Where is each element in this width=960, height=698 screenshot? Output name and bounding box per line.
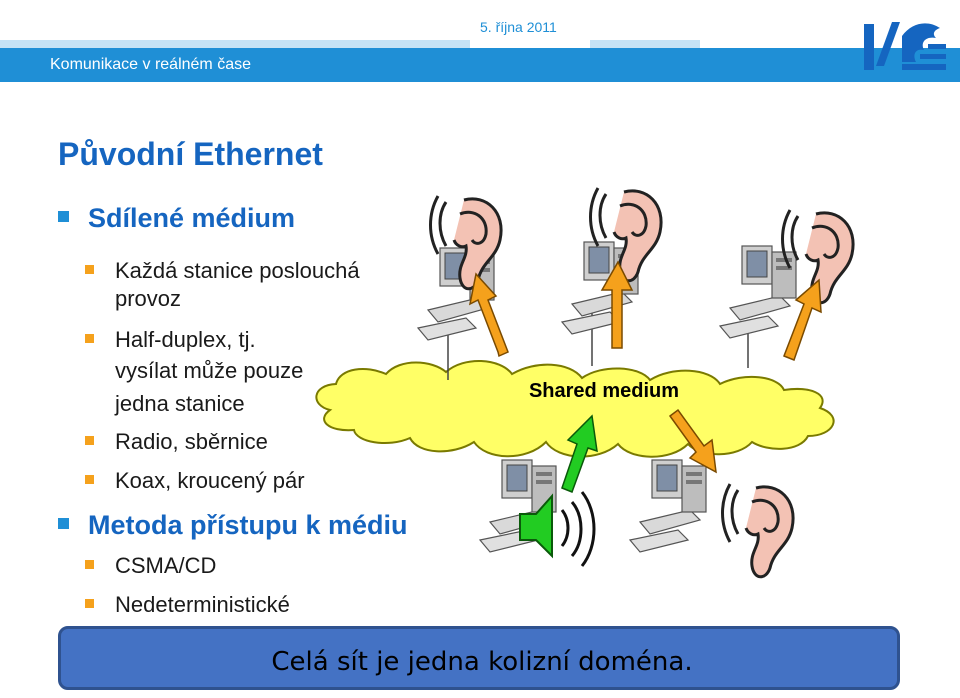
bullet-square-icon	[85, 265, 94, 274]
diagram-label: Shared medium	[528, 380, 680, 402]
callout-text: Celá sít je jedna kolizní doména.	[271, 647, 693, 677]
sub-bullet: Koax, kroucený pár	[115, 467, 305, 494]
sub-bullet: Nedeterministické	[115, 591, 290, 618]
slide-date: 5. října 2011	[480, 19, 557, 35]
ear-icon	[723, 484, 794, 577]
bullet-square-icon	[58, 518, 69, 529]
sub-bullet: Half-duplex, tj.	[115, 326, 256, 353]
sub-bullet-continuation: vysílat může pouze	[115, 358, 304, 383]
sub-bullet: CSMA/CD	[115, 552, 216, 579]
slide-title: Původní Ethernet	[58, 136, 323, 172]
bullet-shared-medium: Sdílené médium	[88, 203, 295, 234]
course-title: Komunikace v reálném čase	[50, 56, 251, 73]
bullet-square-icon	[85, 560, 94, 569]
shared-medium-diagram	[300, 180, 960, 600]
collision-domain-callout	[58, 626, 900, 690]
sub-bullet-continuation: provoz	[115, 286, 182, 311]
bullet-square-icon	[85, 334, 94, 343]
bullet-square-icon	[58, 211, 69, 222]
sub-bullet: Radio, sběrnice	[115, 428, 268, 455]
computer-icon	[720, 246, 796, 338]
bullet-square-icon	[85, 475, 94, 484]
bullet-square-icon	[85, 599, 94, 608]
sub-bullet-continuation: jedna stanice	[115, 391, 245, 416]
university-logo-icon	[862, 16, 950, 76]
bullet-square-icon	[85, 436, 94, 445]
sub-bullet: Každá stanice poslouchá	[115, 257, 360, 284]
computer-icon	[630, 460, 706, 552]
speaker-icon	[520, 492, 594, 566]
bullet-access-method: Metoda přístupu k médiu	[88, 510, 408, 541]
